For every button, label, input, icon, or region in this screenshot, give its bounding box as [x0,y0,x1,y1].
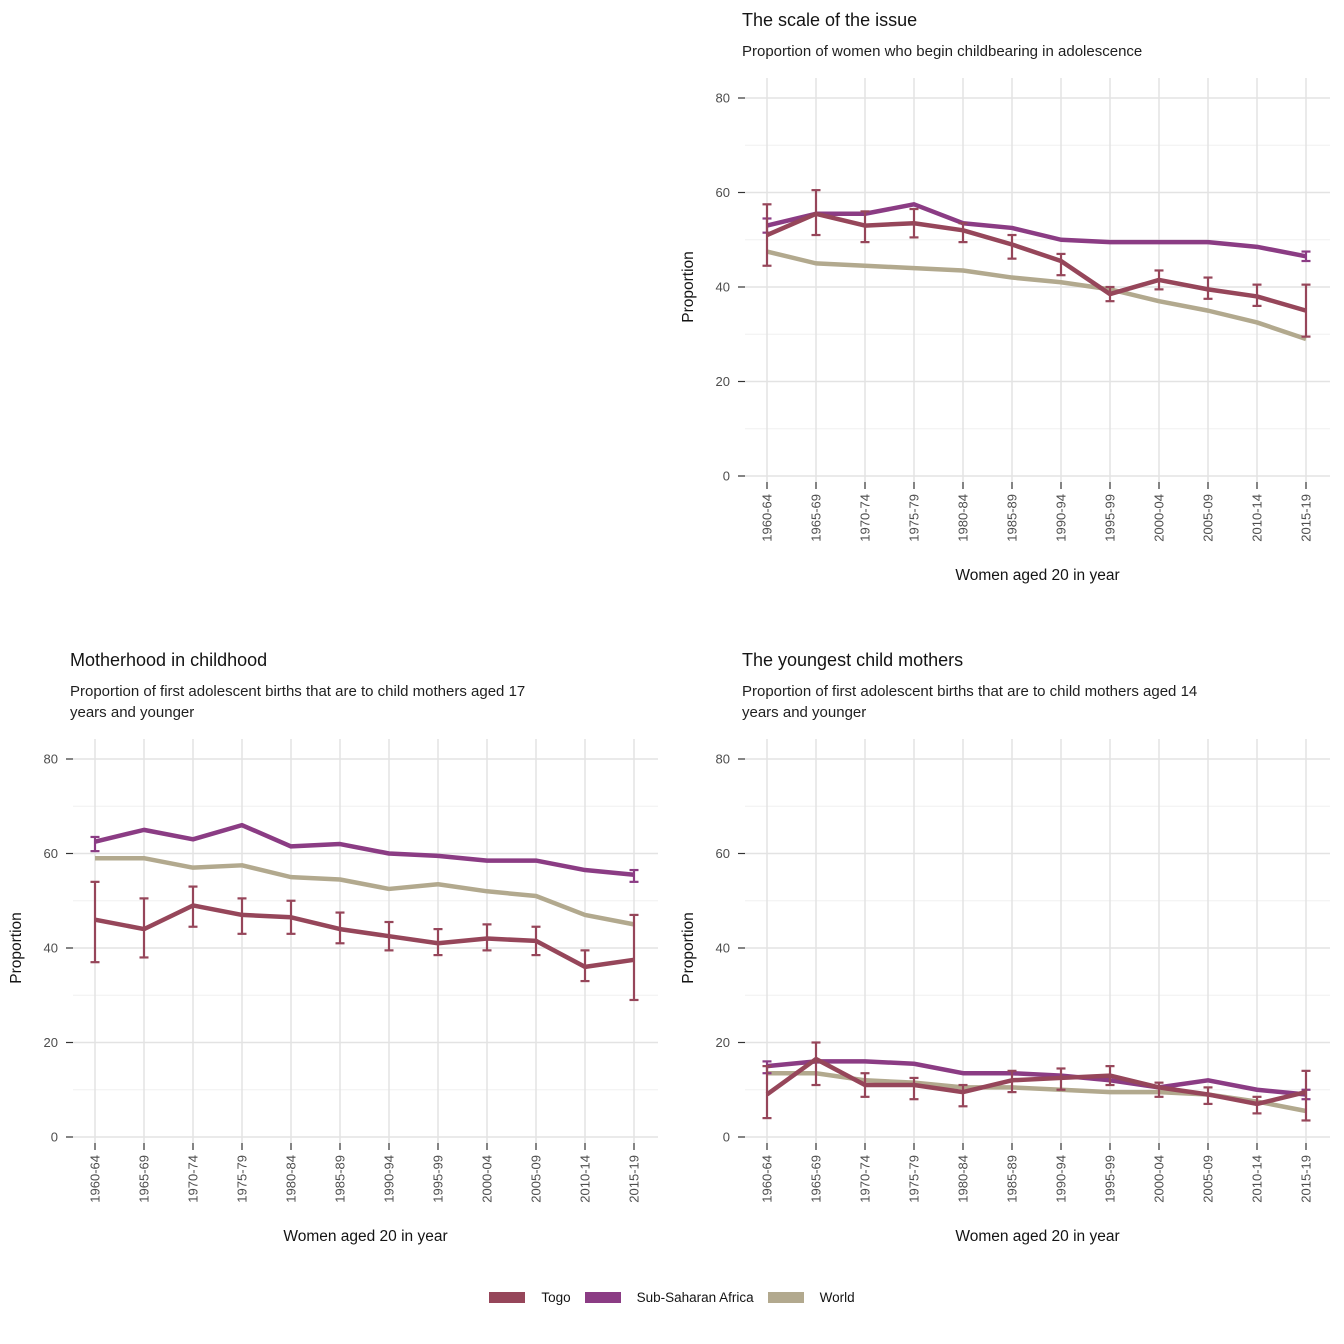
svg-text:40: 40 [43,940,58,956]
svg-text:Women aged 20 in year: Women aged 20 in year [283,1228,448,1246]
legend-swatch-sub-saharan-africa [585,1292,621,1303]
svg-text:0: 0 [722,468,730,484]
svg-text:1990-94: 1990-94 [381,1155,397,1203]
svg-text:1985-89: 1985-89 [1004,493,1020,542]
series-togo [763,1043,1311,1121]
legend-swatch-world [768,1292,804,1303]
gridlines [73,739,658,1143]
chart-subtitle-scale-of-the-issue: Proportion of women who begin childbearing in adolescence [742,42,1143,60]
svg-text:0: 0 [50,1129,58,1145]
svg-text:1990-94: 1990-94 [1053,493,1069,542]
svg-text:1960-64: 1960-64 [759,1155,775,1203]
svg-text:2015-19: 2015-19 [1298,493,1314,542]
svg-text:60: 60 [43,846,58,862]
svg-text:2005-09: 2005-09 [528,1155,544,1203]
svg-text:1985-89: 1985-89 [1004,1155,1020,1203]
panel-empty [0,0,672,640]
svg-text:1960-64: 1960-64 [759,493,775,542]
axis-ticks [738,759,1306,1150]
legend-label-sub-saharan-africa: Sub-Saharan Africa [636,1290,754,1305]
svg-text:2000-04: 2000-04 [1151,1155,1167,1203]
svg-text:80: 80 [715,90,730,106]
svg-text:1965-69: 1965-69 [808,493,824,542]
svg-text:20: 20 [715,373,730,389]
svg-text:60: 60 [715,846,730,862]
svg-text:Proportion: Proportion [8,912,25,984]
axis-labels [8,752,642,1246]
svg-text:Proportion: Proportion [680,912,697,984]
panel-youngest-child-mothers [672,640,1344,1280]
svg-text:2010-14: 2010-14 [1249,493,1265,542]
line-chart-youngest-child-mothers [672,739,1344,1254]
svg-text:1975-79: 1975-79 [906,493,922,542]
svg-text:2015-19: 2015-19 [1298,1155,1314,1203]
svg-text:1960-64: 1960-64 [87,1155,103,1203]
svg-text:1995-99: 1995-99 [1102,493,1118,542]
chart-title-motherhood-in-childhood: Motherhood in childhood [70,650,268,670]
svg-text:2005-09: 2005-09 [1200,493,1216,542]
chart-subtitle-motherhood-in-childhood: Proportion of first adolescent births that are to child mothers aged 17 years and younger [70,682,526,721]
panel-scale-of-the-issue [672,0,1344,640]
svg-text:1970-74: 1970-74 [857,493,873,542]
svg-text:2010-14: 2010-14 [577,1155,593,1203]
svg-text:Proportion: Proportion [680,251,697,323]
chart-title-youngest-child-mothers: The youngest child mothers [742,650,964,670]
svg-text:1995-99: 1995-99 [430,1155,446,1203]
axis-ticks [738,98,1306,489]
svg-text:1965-69: 1965-69 [808,1155,824,1203]
svg-text:1980-84: 1980-84 [283,1155,299,1203]
series-togo [91,882,639,1000]
legend-label-togo: Togo [541,1290,571,1305]
svg-text:Women aged 20 in year: Women aged 20 in year [955,1228,1120,1246]
svg-text:2005-09: 2005-09 [1200,1155,1216,1203]
svg-text:80: 80 [715,751,730,767]
svg-text:40: 40 [715,279,730,295]
svg-text:1980-84: 1980-84 [955,493,971,542]
series-world [767,251,1306,338]
svg-text:1995-99: 1995-99 [1102,1155,1118,1203]
chart-legend [0,1290,1344,1305]
svg-text:60: 60 [715,184,730,200]
svg-text:0: 0 [722,1129,730,1145]
svg-text:1965-69: 1965-69 [136,1155,152,1203]
axis-labels [680,752,1314,1246]
svg-text:1990-94: 1990-94 [1053,1155,1069,1203]
svg-text:80: 80 [43,751,58,767]
svg-text:1980-84: 1980-84 [955,1155,971,1203]
line-chart-motherhood-in-childhood [0,739,672,1254]
svg-text:2000-04: 2000-04 [479,1155,495,1203]
line-chart-scale-of-the-issue [672,78,1344,593]
svg-text:1975-79: 1975-79 [234,1155,250,1203]
svg-text:1975-79: 1975-79 [906,1155,922,1203]
svg-text:2000-04: 2000-04 [1151,493,1167,542]
gridlines [745,739,1330,1143]
svg-text:1985-89: 1985-89 [332,1155,348,1203]
chart-subtitle-youngest-child-mothers: Proportion of first adolescent births that are to child mothers aged 14 years and younger [742,682,1198,721]
chart-title-scale-of-the-issue: The scale of the issue [742,10,918,30]
svg-text:20: 20 [43,1035,58,1051]
svg-text:20: 20 [715,1035,730,1051]
axis-labels [680,90,1314,584]
legend-item-sub-saharan-africa [585,1290,754,1305]
svg-text:1970-74: 1970-74 [185,1155,201,1203]
legend-item-world [768,1290,855,1305]
panel-motherhood-in-childhood [0,640,672,1280]
svg-text:2015-19: 2015-19 [626,1155,642,1203]
legend-label-world: World [819,1290,855,1305]
legend-item-togo [489,1290,570,1305]
legend-swatch-togo [489,1292,525,1303]
svg-text:Women aged 20 in year: Women aged 20 in year [955,566,1120,584]
svg-text:40: 40 [715,940,730,956]
axis-ticks [66,759,634,1150]
svg-text:1970-74: 1970-74 [857,1155,873,1203]
svg-text:2010-14: 2010-14 [1249,1155,1265,1203]
